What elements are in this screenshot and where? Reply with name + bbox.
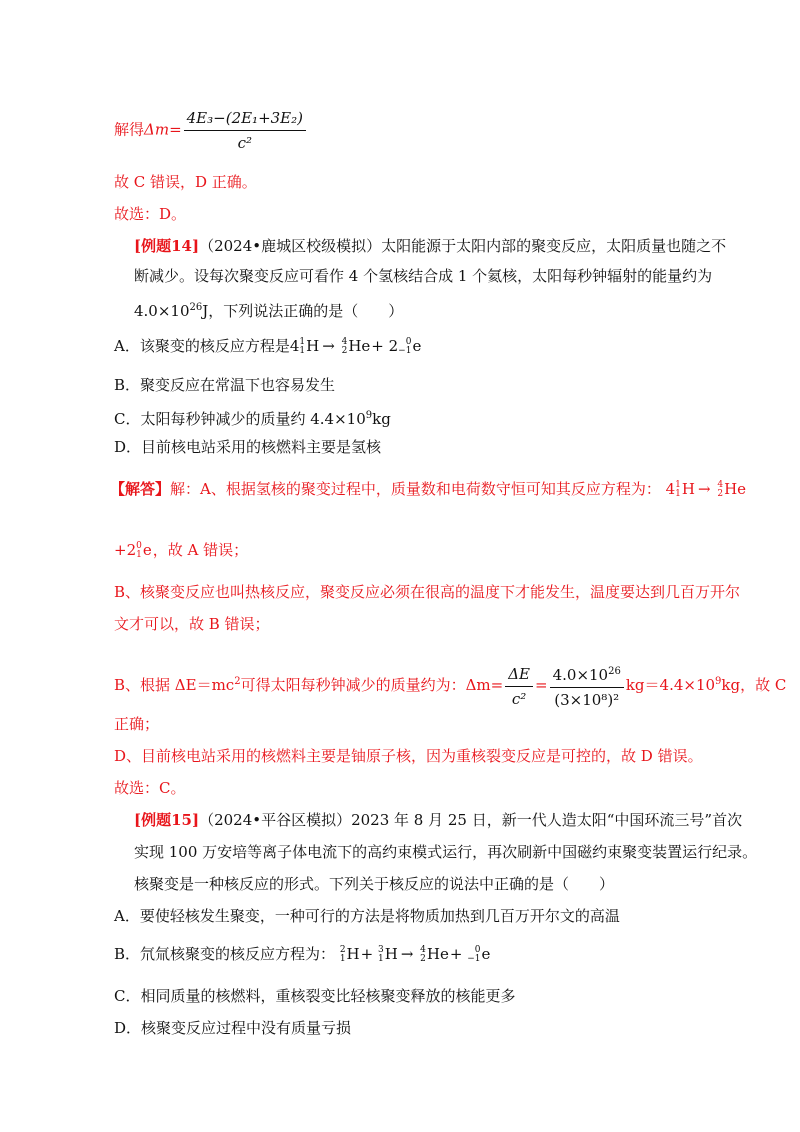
- answer-b-line2: 文才可以，故 B 错误；: [114, 615, 270, 633]
- answer-a-line2: +2 0 1 e，故 A 错误；: [114, 541, 249, 560]
- ex15-option-c: C．相同质量的核燃料，重核裂变比轻核聚变释放的核能更多: [114, 987, 516, 1005]
- option-a: A．该聚变的核反应方程是4 1 1 H → 4 2 He+ 2 0 −1 e: [114, 337, 422, 356]
- mass-fraction: $\frac{4.0\times 10^{26}}{\text{(3×10⁸)²}}$: [550, 662, 624, 710]
- energy-fraction: $\frac{\Delta E}{\text{c²}}$: [505, 664, 533, 709]
- option-d: D．目前核电站采用的核燃料主要是氢核: [114, 438, 382, 456]
- text: Δm=: [144, 120, 182, 139]
- example-15-line1: [例题15]（2024•平谷区模拟）2023 年 8 月 25 日，新一代人造太阳“中国环流三号”首次: [134, 811, 743, 829]
- selection-d: 故选：D。: [114, 205, 187, 223]
- text: 解得: [114, 120, 145, 139]
- example-15-line2: 实现 100 万安培等离子体电流下的高约束模式运行，再次刷新中国磁约束聚变装置运行纪录。: [134, 843, 758, 861]
- answer-c-line1: B、根据 $\Delta E=mc^2$可得太阳每秒钟减少的质量约为：Δm= $\frac{\Delta E}{\text{c²}}$ = $\frac{4.0\times 10^{26}}{\text{(3×10⁸)²}}$ $kg=4.4\times 10^9kg$，故 C: [114, 662, 786, 710]
- answer-c-line2: 正确；: [114, 715, 160, 733]
- ex15-option-b: B．氘氚核聚变的核反应方程为： 2 1 H+ 3 1 H → 4 2 He+ 0 −1 e: [114, 945, 491, 964]
- ex15-option-d: D．核聚变反应过程中没有质量亏损: [114, 1019, 352, 1037]
- answer-a-line1: 【解答】解：A、根据氢核的聚变过程中，质量数和电荷数守恒可知其反应方程为： 4 1 1 H → 4 2 He: [110, 480, 747, 499]
- option-b: B．聚变反应在常温下也容易发生: [114, 376, 336, 394]
- answer-b-line1: B、核聚变反应也叫热核反应，聚变反应必须在很高的温度下才能发生，温度要达到几百万开尔: [114, 583, 741, 601]
- example-15-line3: 核聚变是一种核反应的形式。下列关于核反应的说法中正确的是（ ）: [134, 875, 615, 893]
- answer-d: D、目前核电站采用的核燃料主要是铀原子核，因为重核裂变反应是可控的，故 D 错误。: [114, 747, 703, 765]
- option-c: C．太阳每秒钟减少的质量约 $4.4\times 10^9kg$: [114, 410, 391, 428]
- example-14-line3: $4.0\times 10^{26}J$，下列说法正确的是（ ）: [134, 302, 404, 320]
- fraction: $\frac{\text{4E₃−(2E₁+3E₂)}}{\text{c²}}$: [184, 108, 306, 153]
- conclusion-cd: 故 C 错误，D 正确。: [114, 173, 257, 191]
- example-14-line2: 断减少。设每次聚变反应可看作 4 个氢核结合成 1 个氦核，太阳每秒钟辐射的能量约为: [134, 267, 713, 285]
- solution-mass-equation: [114, 108, 308, 153]
- example-14-line1: [例题14]（2024•鹿城区校级模拟）太阳能源于太阳内部的聚变反应，太阳质量也随之不: [134, 237, 727, 255]
- ex15-option-a: A．要使轻核发生聚变，一种可行的方法是将物质加热到几百万开尔文的高温: [114, 907, 620, 925]
- answer-selection: 故选：C。: [114, 779, 186, 797]
